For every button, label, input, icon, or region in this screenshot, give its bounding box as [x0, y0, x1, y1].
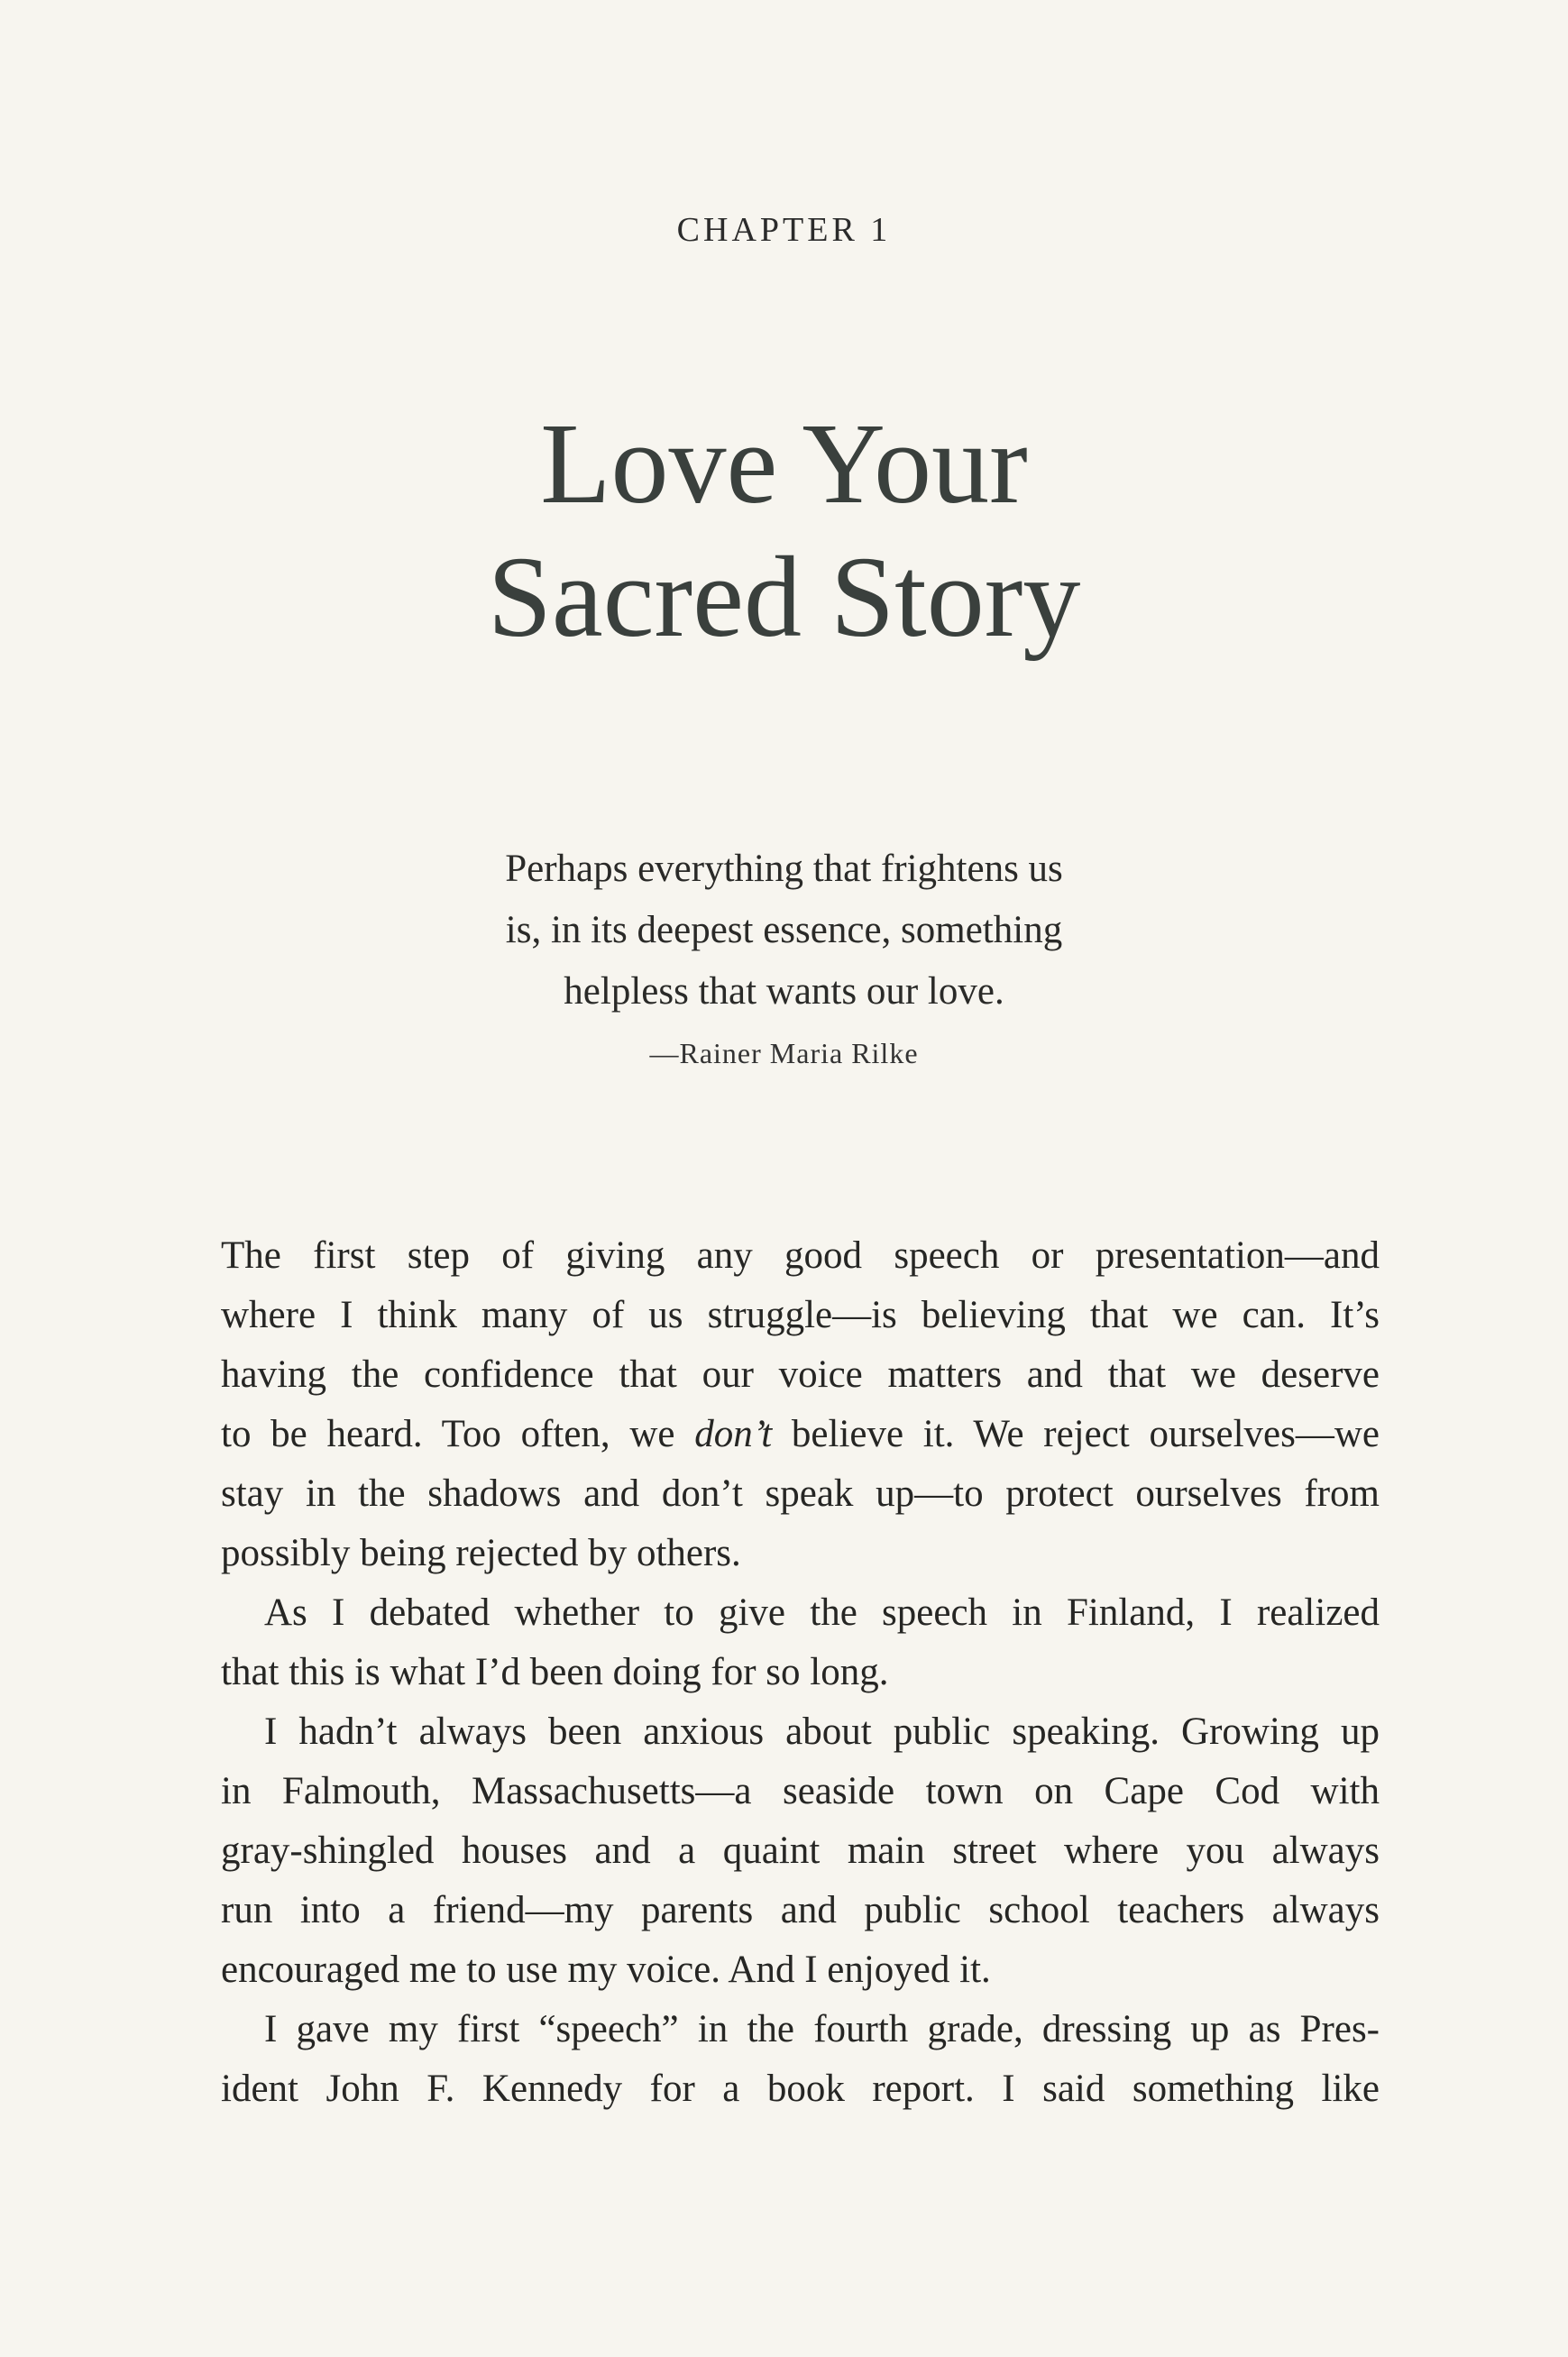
paragraph-3-line-5: encouraged me to use my voice. And I enjoyed it.: [221, 1949, 991, 1991]
epigraph-line-1: Perhaps everything that frightens us: [505, 848, 1063, 890]
paragraph-2-line-2: that this is what I’d been doing for so long.: [221, 1651, 889, 1693]
paragraph-1-line-4-end: believe it. We reject ourselves—we: [791, 1413, 1380, 1455]
paragraph-3-line-4: run into a friend—my parents and public school teachers always: [221, 1889, 1380, 1931]
chapter-label: CHAPTER 1: [676, 211, 892, 249]
epigraph-attribution: —Rainer Maria Rilke: [649, 1037, 919, 1069]
paragraph-2-line-1: As I debated whether to give the speech in Finland, I realized: [264, 1591, 1380, 1634]
paragraph-1-line-4-start: to be heard. Too often, we: [221, 1413, 675, 1455]
body-text: [221, 1226, 1380, 2119]
epigraph: [0, 839, 1568, 1070]
paragraph-1-line-5: stay in the shadows and don’t speak up—to protect ourselves from: [221, 1472, 1380, 1515]
paragraph-3-line-3: gray-shingled houses and a quaint main street where you always: [221, 1830, 1380, 1872]
paragraph-1-line-1: The first step of giving any good speech or presentation—and: [221, 1234, 1380, 1277]
chapter-title-line-1: Love Your: [540, 399, 1028, 527]
paragraph-4-line-2: ident John F. Kennedy for a book report. I said something like: [221, 2068, 1380, 2110]
epigraph-line-2: is, in its deepest essence, something: [505, 909, 1063, 951]
paragraph-1-line-6: possibly being rejected by others.: [221, 1532, 741, 1574]
paragraph-3-line-2: in Falmouth, Massachusetts—a seaside town on Cape Cod with: [221, 1770, 1380, 1812]
chapter-title: [0, 397, 1568, 664]
emphasis-dont: don’t: [694, 1413, 773, 1455]
paragraph-4-line-1: I gave my first “speech” in the fourth grade, dressing up as Pres-: [264, 2008, 1380, 2050]
epigraph-line-3: helpless that wants our love.: [564, 970, 1004, 1013]
paragraph-1-line-4: [221, 1405, 1380, 1464]
paragraph-1-line-2: where I think many of us struggle—is believing that we can. It’s: [221, 1294, 1380, 1336]
paragraph-3-line-1: I hadn’t always been anxious about public speaking. Growing up: [264, 1710, 1380, 1753]
paragraph-1-line-3: having the confidence that our voice matters and that we deserve: [221, 1353, 1380, 1396]
chapter-title-line-2: Sacred Story: [487, 533, 1081, 661]
